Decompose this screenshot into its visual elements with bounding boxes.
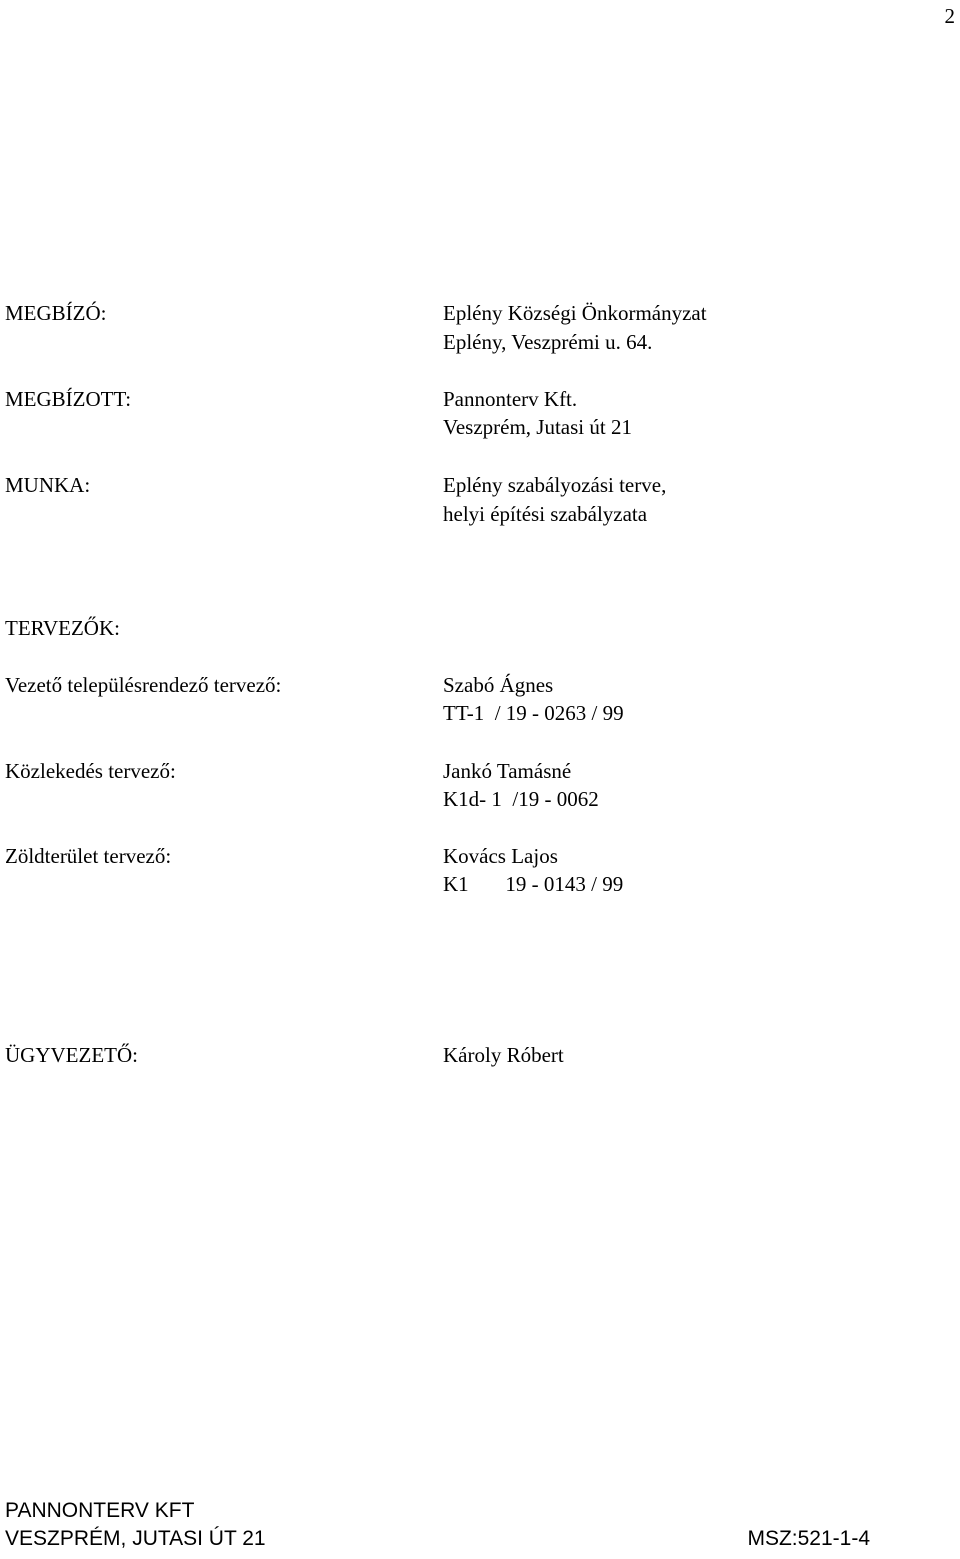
contractor-address: Veszprém, Jutasi út 21 [443,415,632,439]
footer-address: VESZPRÉM, JUTASI ÚT 21 [5,1527,266,1550]
designer-registration: K1 19 - 0143 / 99 [443,872,624,896]
contractor-label: MEGBÍZOTT: [5,387,132,411]
client-address: Eplény, Veszprémi u. 64. [443,330,653,354]
client-label: MEGBÍZÓ: [5,301,107,325]
client-name: Eplény Községi Önkormányzat [443,301,707,325]
footer-doc-code: MSZ:521-1-4 [747,1527,870,1550]
work-title-line1: Eplény szabályozási terve, [443,473,667,497]
designer-registration: K1d- 1 /19 - 0062 [443,787,599,811]
manager-label: ÜGYVEZETŐ: [5,1043,138,1067]
manager-name: Károly Róbert [443,1043,564,1067]
designer-role: Közlekedés tervező: [5,759,176,783]
work-label: MUNKA: [5,473,91,497]
page-number: 2 [944,4,955,28]
designer-name: Kovács Lajos [443,844,558,868]
designer-role: Vezető településrendező tervező: [5,673,282,697]
designer-role: Zöldterület tervező: [5,844,172,868]
contractor-name: Pannonterv Kft. [443,387,578,411]
designer-registration: TT-1 / 19 - 0263 / 99 [443,701,624,725]
designer-name: Jankó Tamásné [443,759,572,783]
designer-name: Szabó Ágnes [443,673,554,697]
designers-heading: TERVEZŐK: [5,616,120,640]
footer-company: PANNONTERV KFT [5,1499,195,1522]
work-title-line2: helyi építési szabályzata [443,502,648,526]
